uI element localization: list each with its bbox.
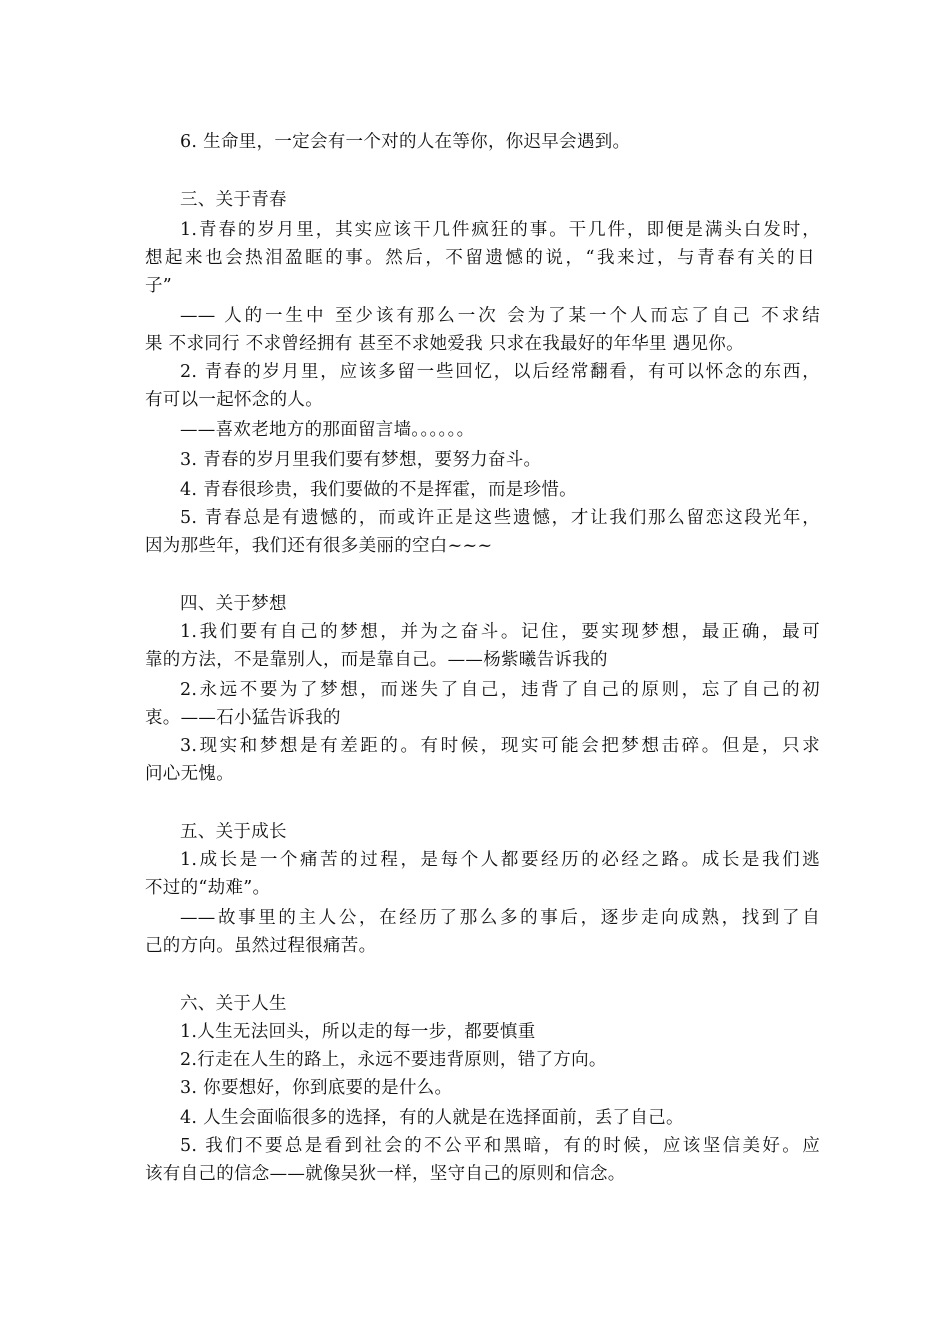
list-item: 3. 青春的岁月里我们要有梦想，要努力奋斗。 bbox=[180, 450, 542, 470]
section-heading-growth: 五、关于成长 bbox=[180, 822, 287, 842]
section-heading-dream: 四、关于梦想 bbox=[180, 594, 287, 614]
paragraph-line: 衷。——石小猛告诉我的 bbox=[145, 708, 341, 728]
paragraph-line: 有可以一起怀念的人。 bbox=[145, 390, 323, 410]
list-item: 4. 青春很珍贵，我们要做的不是挥霍，而是珍惜。 bbox=[180, 480, 577, 500]
paragraph-line: 2. 青春的岁月里，应该多留一些回忆，以后经常翻看，有可以怀念的东西， bbox=[180, 362, 820, 382]
paragraph-line: ——故事里的主人公，在经历了那么多的事后，逐步走向成熟，找到了自 bbox=[180, 908, 820, 928]
list-item: 1.人生无法回头，所以走的每一步，都要慎重 bbox=[180, 1022, 536, 1042]
paragraph-line: 1.成长是一个痛苦的过程，是每个人都要经历的必经之路。成长是我们逃 bbox=[180, 850, 820, 870]
quote-line: 果 不求同行 不求曾经拥有 甚至不求她爱我 只求在我最好的年华里 遇见你。 bbox=[145, 334, 744, 354]
paragraph-line: 想起来也会热泪盈眶的事。然后，不留遗憾的说，“我来过，与青春有关的日 bbox=[145, 248, 815, 268]
paragraph-line: 1.我们要有自己的梦想，并为之奋斗。记住，要实现梦想，最正确，最可 bbox=[180, 622, 820, 642]
paragraph-line: 该有自己的信念——就像吴狄一样，坚守自己的原则和信念。 bbox=[145, 1164, 626, 1184]
paragraph-line: 不过的“劫难”。 bbox=[145, 878, 271, 898]
list-item-life-6: 6. 生命里，一定会有一个对的人在等你，你迟早会遇到。 bbox=[180, 132, 631, 152]
paragraph-line: 因为那些年，我们还有很多美丽的空白~~~ bbox=[145, 536, 493, 556]
list-item: 2.行走在人生的路上，永远不要违背原则，错了方向。 bbox=[180, 1050, 607, 1070]
paragraph-line: 靠的方法，不是靠别人，而是靠自己。——杨紫曦告诉我的 bbox=[145, 650, 608, 670]
paragraph-line: 1.青春的岁月里，其实应该干几件疯狂的事。干几件，即便是满头白发时， bbox=[180, 220, 820, 240]
paragraph-line: 问心无愧。 bbox=[145, 764, 234, 784]
paragraph-line: 3.现实和梦想是有差距的。有时候，现实可能会把梦想击碎。但是，只求 bbox=[180, 736, 820, 756]
list-item: 4. 人生会面临很多的选择，有的人就是在选择面前，丢了自己。 bbox=[180, 1108, 684, 1128]
quote-line: ——喜欢老地方的那面留言墙。。。。。。 bbox=[180, 420, 475, 440]
paragraph-line: 5. 青春总是有遗憾的，而或许正是这些遗憾，才让我们那么留恋这段光年， bbox=[180, 508, 820, 528]
list-item: 3. 你要想好，你到底要的是什么。 bbox=[180, 1078, 453, 1098]
paragraph-line: 2.永远不要为了梦想，而迷失了自己，违背了自己的原则，忘了自己的初 bbox=[180, 680, 820, 700]
quote-line: —— 人的一生中 至少该有那么一次 会为了某一个人而忘了自己 不求结 bbox=[180, 306, 820, 326]
paragraph-line: 己的方向。虽然过程很痛苦。 bbox=[145, 936, 377, 956]
section-heading-youth: 三、关于青春 bbox=[180, 190, 287, 210]
paragraph-line: 5. 我们不要总是看到社会的不公平和黑暗，有的时候，应该坚信美好。应 bbox=[180, 1136, 820, 1156]
section-heading-life: 六、关于人生 bbox=[180, 994, 287, 1014]
paragraph-line: 子” bbox=[145, 276, 173, 296]
